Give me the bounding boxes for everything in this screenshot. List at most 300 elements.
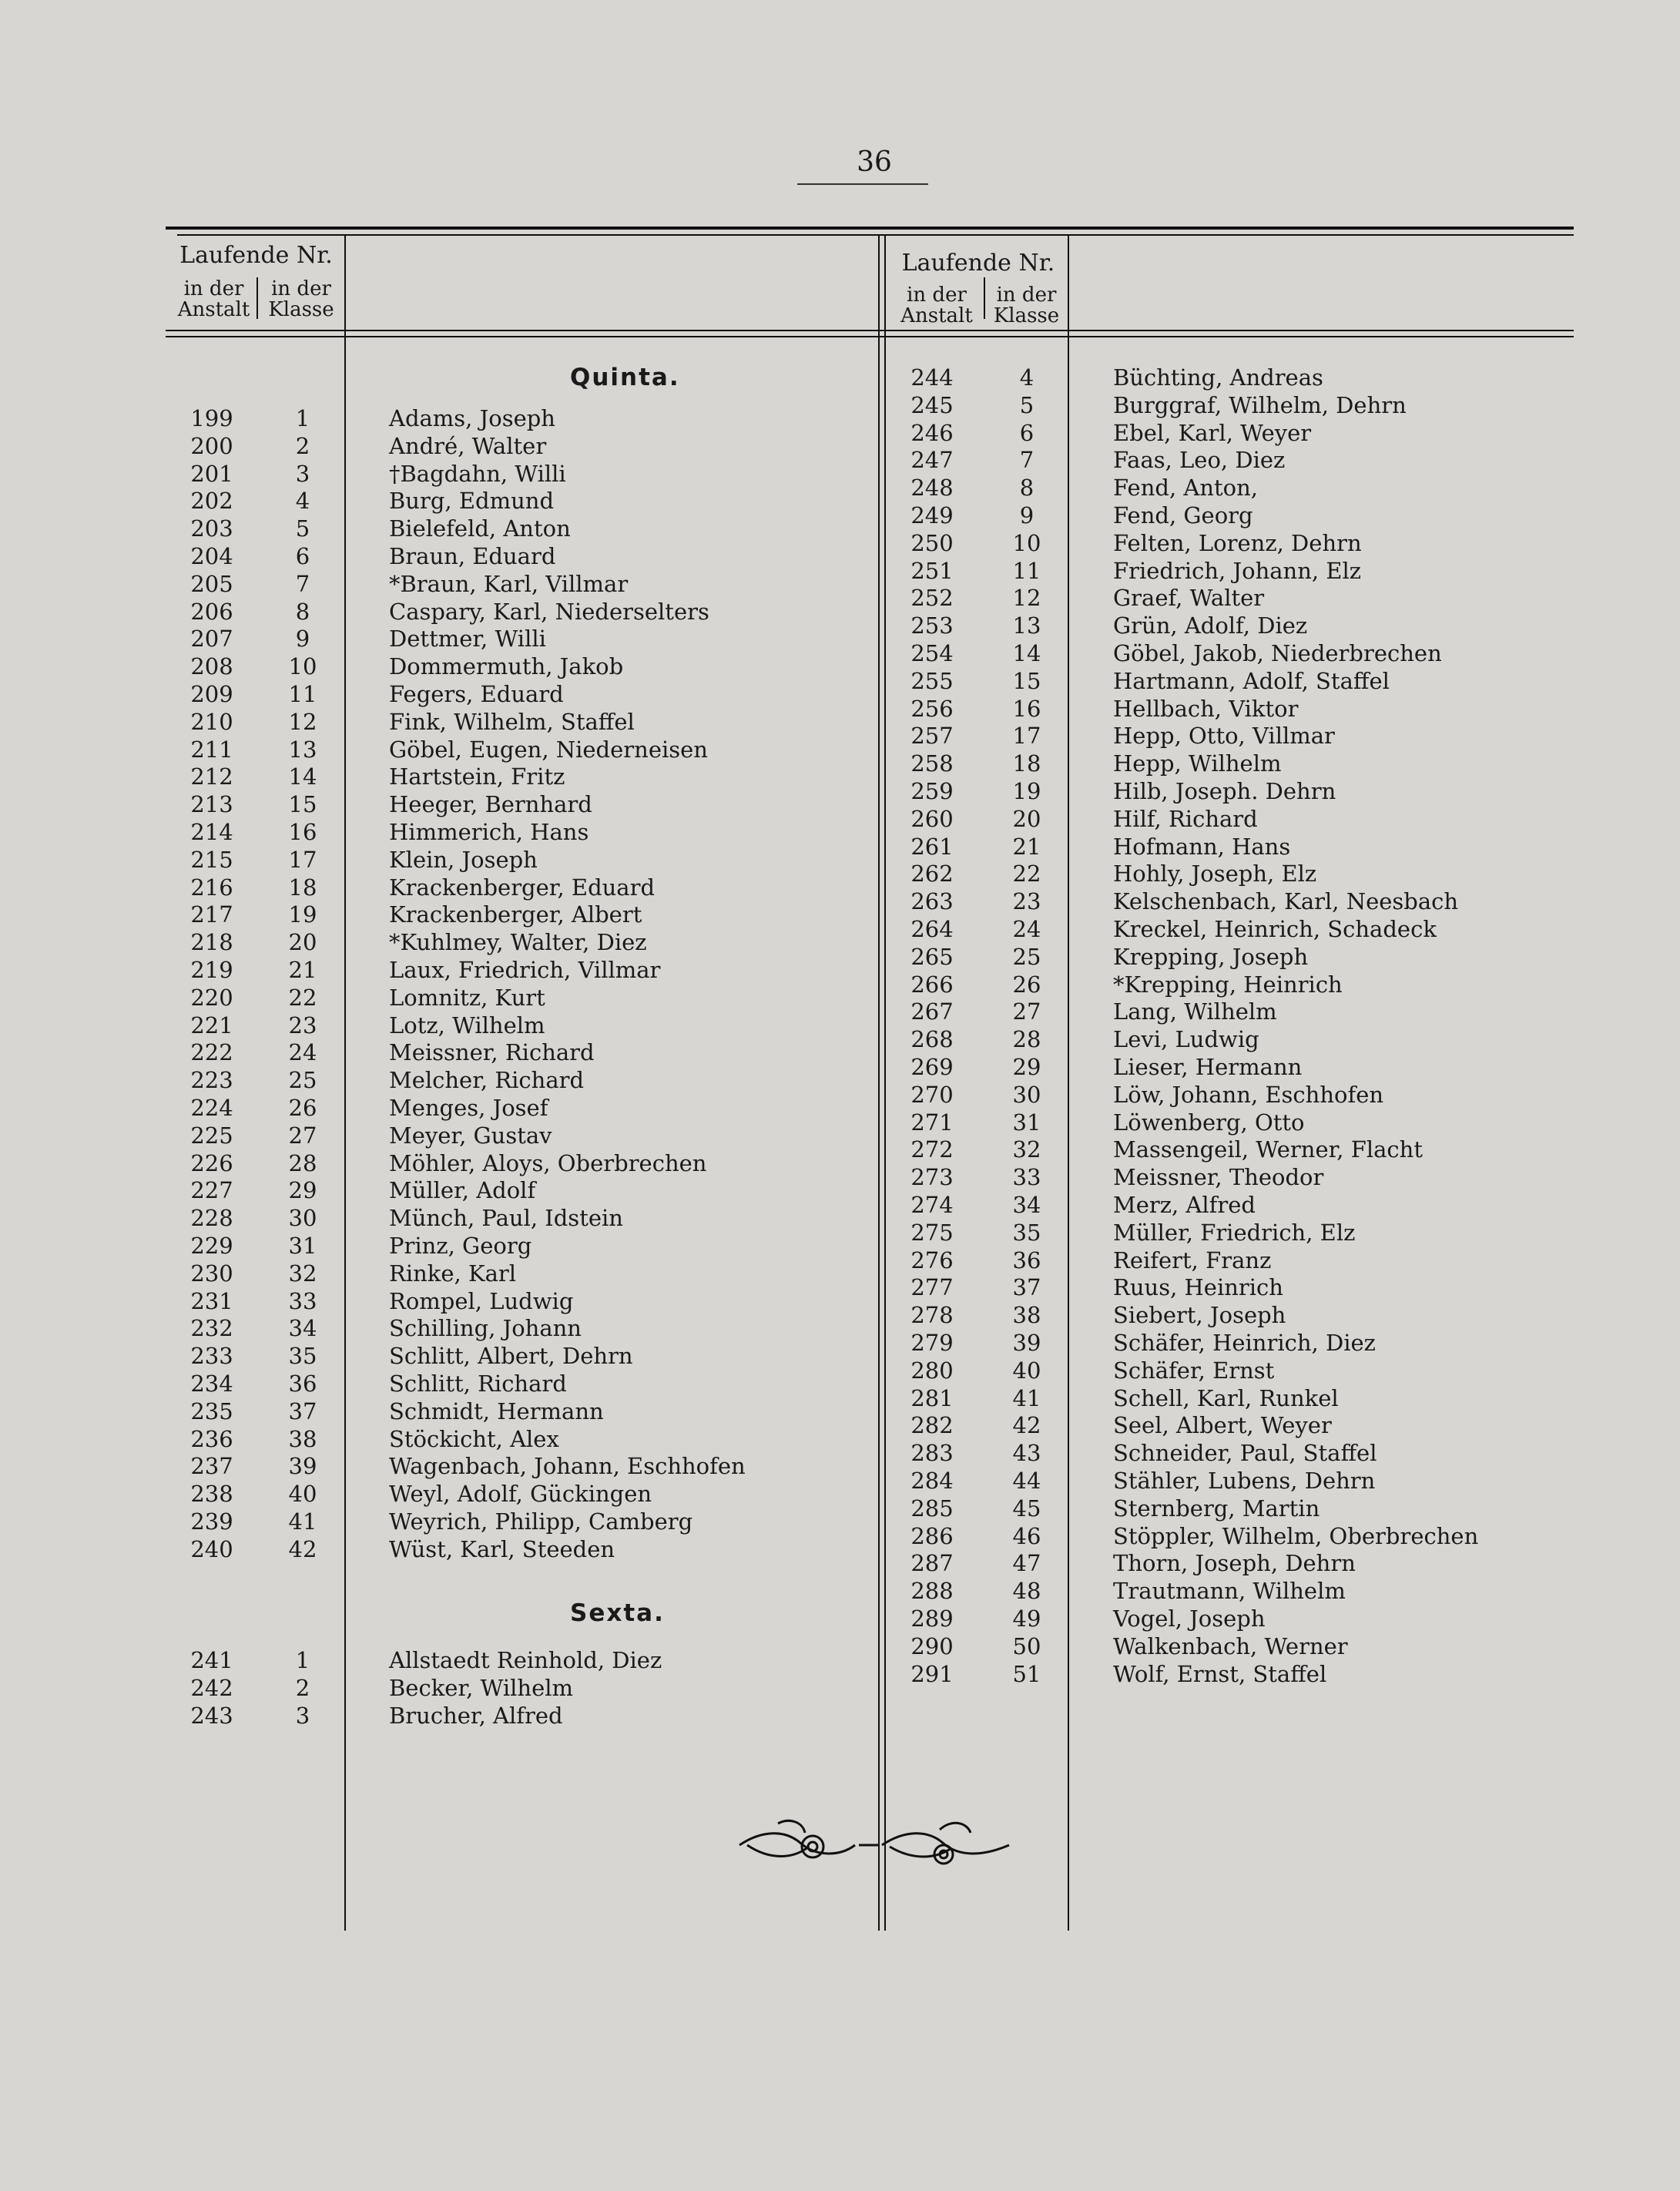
student-name: Dettmer, Willi (389, 626, 546, 653)
klasse-number: 50 (1012, 1632, 1041, 1659)
table-row (0, 1384, 1680, 1412)
decorative-ornament-icon (732, 1814, 1017, 1876)
anstalt-number: 250 (910, 529, 954, 556)
anstalt-number: 287 (910, 1550, 954, 1577)
anstalt-number: 225 (190, 1122, 233, 1149)
klasse-number: 38 (288, 1425, 317, 1452)
anstalt-number: 274 (910, 1192, 954, 1218)
anstalt-number: 236 (190, 1425, 233, 1452)
student-name: Hepp, Wilhelm (1113, 750, 1282, 777)
anstalt-number: 269 (910, 1054, 954, 1080)
klasse-number: 10 (1012, 529, 1041, 556)
klasse-number: 9 (295, 626, 310, 653)
student-name: Göbel, Jakob, Niederbrechen (1113, 640, 1442, 666)
table-row (0, 364, 1680, 391)
student-name: Fend, Georg (1113, 502, 1253, 528)
table-row (0, 584, 1680, 612)
table-row (0, 1191, 1680, 1219)
klasse-number: 47 (1012, 1550, 1041, 1577)
student-name: Fend, Anton, (1113, 475, 1259, 502)
student-name: Löwenberg, Otto (1113, 1109, 1305, 1136)
student-name: Meissner, Richard (389, 1039, 595, 1066)
anstalt-number: 282 (910, 1412, 954, 1439)
klasse-number: 26 (288, 1095, 317, 1121)
anstalt-number: 255 (910, 667, 954, 694)
header-top-rule-thin (177, 234, 1574, 236)
table-row (0, 971, 1680, 998)
table-row (0, 722, 1680, 750)
klasse-number: 16 (288, 819, 317, 845)
section-title-quinta: Quinta. (570, 364, 680, 391)
anstalt-number: 216 (190, 874, 233, 901)
table-row (0, 1053, 1680, 1081)
anstalt-number: 280 (910, 1357, 954, 1384)
student-name: *Krepping, Heinrich (1113, 971, 1343, 998)
anstalt-number: 212 (190, 763, 233, 790)
anstalt-number: 206 (190, 598, 233, 625)
klasse-number: 22 (288, 984, 317, 1011)
student-name: Klein, Joseph (389, 846, 538, 873)
klasse-number: 46 (1012, 1522, 1041, 1549)
student-name: Merz, Alfred (1113, 1192, 1256, 1218)
student-name: Brucher, Alfred (389, 1702, 563, 1729)
klasse-number: 9 (1019, 502, 1034, 528)
student-name: Laux, Friedrich, Villmar (389, 957, 661, 983)
anstalt-number: 213 (190, 791, 233, 818)
klasse-number: 11 (288, 681, 317, 707)
table-row (0, 998, 1680, 1025)
klasse-number: 17 (288, 846, 317, 873)
student-name: Weyl, Adolf, Gückingen (389, 1481, 652, 1508)
klasse-number: 19 (1012, 778, 1041, 804)
anstalt-number: 254 (910, 640, 954, 666)
table-row (0, 1467, 1680, 1495)
klasse-number: 32 (1012, 1136, 1041, 1163)
anstalt-number: 224 (190, 1095, 233, 1121)
anstalt-number: 283 (910, 1440, 954, 1467)
student-name: Schmidt, Hermann (389, 1397, 604, 1424)
anstalt-number: 272 (910, 1136, 954, 1163)
anstalt-number: 249 (910, 502, 954, 528)
student-name: Bielefeld, Anton (389, 515, 571, 542)
klasse-number: 41 (1012, 1384, 1041, 1411)
table-row (0, 1219, 1680, 1246)
header-bottom-rule-2 (166, 336, 1574, 337)
table-row (0, 1136, 1680, 1163)
student-name: André, Walter (389, 432, 547, 459)
klasse-number: 4 (1019, 364, 1034, 391)
student-name: Hartmann, Adolf, Staffel (1113, 667, 1390, 694)
student-name: Fegers, Eduard (389, 681, 564, 707)
anstalt-number: 215 (190, 846, 233, 873)
anstalt-number: 238 (190, 1481, 233, 1508)
student-name: Schlitt, Albert, Dehrn (389, 1343, 633, 1370)
klasse-number: 38 (1012, 1302, 1041, 1329)
student-name: Münch, Paul, Idstein (389, 1205, 623, 1232)
student-name: Schilling, Johann (389, 1315, 582, 1342)
anstalt-number: 240 (190, 1535, 233, 1562)
student-name: Levi, Ludwig (1113, 1026, 1259, 1053)
student-name: Burggraf, Wilhelm, Dehrn (1113, 391, 1407, 418)
anstalt-number: 229 (190, 1233, 233, 1259)
anstalt-number: 273 (910, 1164, 954, 1191)
table-row (0, 1439, 1680, 1467)
anstalt-number: 228 (190, 1205, 233, 1232)
section-title-sexta: Sexta. (570, 1599, 665, 1627)
klasse-number: 34 (1012, 1192, 1041, 1218)
student-name: Siebert, Joseph (1113, 1302, 1286, 1329)
klasse-number: 48 (1012, 1578, 1041, 1605)
table-row (0, 391, 1680, 419)
student-name: Hellbach, Viktor (1113, 695, 1299, 722)
student-name: Himmerich, Hans (389, 819, 589, 845)
student-name: Burg, Edmund (389, 488, 555, 515)
table-row (0, 1702, 1680, 1730)
table-row (0, 833, 1680, 861)
anstalt-number: 277 (910, 1274, 954, 1301)
student-name: Vogel, Joseph (1113, 1606, 1266, 1632)
student-name: Schneider, Paul, Staffel (1113, 1440, 1377, 1467)
klasse-number: 49 (1012, 1606, 1041, 1632)
student-name: Löw, Johann, Eschhofen (1113, 1081, 1384, 1108)
student-name: Lang, Wilhelm (1113, 998, 1277, 1025)
student-name: Thorn, Joseph, Dehrn (1113, 1550, 1356, 1577)
student-name: Prinz, Georg (389, 1233, 532, 1259)
table-row (0, 502, 1680, 529)
student-name: Weyrich, Philipp, Camberg (389, 1508, 693, 1535)
klasse-number: 45 (1012, 1495, 1041, 1522)
student-name: Walkenbach, Werner (1113, 1632, 1348, 1659)
klasse-number: 34 (288, 1315, 317, 1342)
table-row (0, 1495, 1680, 1522)
anstalt-number: 275 (910, 1219, 954, 1246)
table-row (0, 419, 1680, 447)
student-name: Büchting, Andreas (1113, 364, 1323, 391)
student-name: Reifert, Franz (1113, 1246, 1272, 1273)
klasse-number: 7 (295, 570, 310, 597)
anstalt-number: 288 (910, 1578, 954, 1605)
student-name: Rompel, Ludwig (389, 1287, 574, 1314)
klasse-number: 15 (1012, 667, 1041, 694)
anstalt-number: 260 (910, 805, 954, 832)
student-name: Wüst, Karl, Steeden (389, 1535, 615, 1562)
anstalt-number: 262 (910, 861, 954, 887)
student-name: Ebel, Karl, Weyer (1113, 419, 1312, 446)
student-name: Krackenberger, Albert (389, 901, 642, 928)
anstalt-number: 237 (190, 1453, 233, 1480)
header-label: in der (183, 277, 244, 300)
table-row (0, 1522, 1680, 1550)
anstalt-number: 201 (190, 460, 233, 487)
student-name: Becker, Wilhelm (389, 1674, 574, 1701)
anstalt-number: 241 (190, 1647, 233, 1673)
anstalt-number: 239 (190, 1508, 233, 1535)
table-row (0, 695, 1680, 723)
student-name: Lieser, Hermann (1113, 1054, 1303, 1080)
klasse-number: 5 (295, 515, 310, 542)
anstalt-number: 264 (910, 916, 954, 942)
anstalt-number: 284 (910, 1468, 954, 1494)
student-name: Meyer, Gustav (389, 1122, 552, 1149)
header-col-klasse-right (985, 285, 1068, 327)
student-name: Sternberg, Martin (1113, 1495, 1320, 1522)
anstalt-number: 242 (190, 1674, 233, 1701)
header-col-klasse-left (258, 279, 344, 321)
student-name: †Bagdahn, Willi (389, 460, 566, 487)
anstalt-number: 261 (910, 833, 954, 860)
student-name: Rinke, Karl (389, 1260, 517, 1287)
table-row (0, 777, 1680, 805)
anstalt-number: 267 (910, 998, 954, 1025)
student-name: *Kuhlmey, Walter, Diez (389, 929, 647, 956)
table-row (0, 750, 1680, 777)
klasse-number: 23 (1012, 888, 1041, 915)
anstalt-number: 200 (190, 432, 233, 459)
klasse-number: 2 (295, 1674, 310, 1701)
header-label: in der (996, 284, 1057, 307)
klasse-number: 42 (288, 1535, 317, 1562)
header-bottom-rule (166, 330, 1574, 331)
table-row (0, 1632, 1680, 1660)
student-name: Hofmann, Hans (1113, 833, 1291, 860)
anstalt-number: 263 (910, 888, 954, 915)
klasse-number: 14 (288, 763, 317, 790)
table-row (0, 474, 1680, 502)
anstalt-number: 247 (910, 447, 954, 474)
klasse-number: 24 (1012, 916, 1041, 942)
anstalt-number: 258 (910, 750, 954, 777)
klasse-number: 36 (288, 1371, 317, 1397)
klasse-number: 37 (1012, 1274, 1041, 1301)
student-name: Grün, Adolf, Diez (1113, 612, 1308, 639)
klasse-number: 18 (288, 874, 317, 901)
klasse-number: 41 (288, 1508, 317, 1535)
anstalt-number: 270 (910, 1081, 954, 1108)
anstalt-number: 246 (910, 419, 954, 446)
anstalt-number: 245 (910, 391, 954, 418)
klasse-number: 12 (1012, 585, 1041, 612)
student-name: Kelschenbach, Karl, Neesbach (1113, 888, 1459, 915)
anstalt-number: 279 (910, 1330, 954, 1356)
klasse-number: 17 (1012, 723, 1041, 750)
anstalt-number: 265 (910, 943, 954, 970)
anstalt-number: 233 (190, 1343, 233, 1370)
klasse-number: 33 (1012, 1164, 1041, 1191)
anstalt-number: 205 (190, 570, 233, 597)
student-name: Heeger, Bernhard (389, 791, 592, 818)
anstalt-number: 226 (190, 1149, 233, 1176)
anstalt-number: 286 (910, 1522, 954, 1549)
klasse-number: 39 (288, 1453, 317, 1480)
table-row (0, 1163, 1680, 1191)
anstalt-number: 251 (910, 557, 954, 584)
klasse-number: 22 (1012, 861, 1041, 887)
student-name: Schäfer, Heinrich, Diez (1113, 1330, 1376, 1356)
anstalt-number: 204 (190, 543, 233, 569)
student-name: Allstaedt Reinhold, Diez (389, 1647, 662, 1673)
student-name: Möhler, Aloys, Oberbrechen (389, 1149, 707, 1176)
student-name: Faas, Leo, Diez (1113, 447, 1286, 474)
anstalt-number: 220 (190, 984, 233, 1011)
anstalt-number: 232 (190, 1315, 233, 1342)
student-name: Müller, Adolf (389, 1177, 536, 1204)
anstalt-number: 234 (190, 1371, 233, 1397)
klasse-number: 23 (288, 1012, 317, 1038)
anstalt-number: 256 (910, 695, 954, 722)
student-name: Hilb, Joseph. Dehrn (1113, 778, 1336, 804)
anstalt-number: 289 (910, 1606, 954, 1632)
student-name: Müller, Friedrich, Elz (1113, 1219, 1356, 1246)
student-name: Adams, Joseph (389, 405, 555, 431)
anstalt-number: 266 (910, 971, 954, 998)
student-name: Menges, Josef (389, 1095, 548, 1121)
anstalt-number: 248 (910, 475, 954, 502)
klasse-number: 39 (1012, 1330, 1041, 1356)
klasse-number: 3 (295, 1702, 310, 1729)
table-row (0, 1577, 1680, 1605)
klasse-number: 21 (1012, 833, 1041, 860)
klasse-number: 2 (295, 432, 310, 459)
anstalt-number: 207 (190, 626, 233, 653)
table-row (0, 1660, 1680, 1688)
anstalt-number: 276 (910, 1246, 954, 1273)
page-number: 36 (857, 146, 892, 178)
klasse-number: 4 (295, 488, 310, 515)
klasse-number: 20 (1012, 805, 1041, 832)
klasse-number: 33 (288, 1287, 317, 1314)
anstalt-number: 271 (910, 1109, 954, 1136)
table-row (0, 1246, 1680, 1274)
table-row (0, 1301, 1680, 1329)
anstalt-number: 291 (910, 1660, 954, 1687)
klasse-number: 18 (1012, 750, 1041, 777)
anstalt-number: 253 (910, 612, 954, 639)
anstalt-number: 230 (190, 1260, 233, 1287)
table-row (0, 1605, 1680, 1632)
student-name: Kreckel, Heinrich, Schadeck (1113, 916, 1437, 942)
klasse-number: 29 (288, 1177, 317, 1204)
klasse-number: 3 (295, 460, 310, 487)
student-name: Stöppler, Wilhelm, Oberbrechen (1113, 1522, 1479, 1549)
student-name: Hepp, Otto, Villmar (1113, 723, 1335, 750)
header-label: Klasse (993, 304, 1060, 328)
klasse-number: 29 (1012, 1054, 1041, 1080)
klasse-number: 31 (288, 1233, 317, 1259)
student-name: Wagenbach, Johann, Eschhofen (389, 1453, 746, 1480)
table-row (0, 1357, 1680, 1384)
header-label: in der (907, 284, 967, 307)
header-title-right: Laufende Nr. (901, 250, 1055, 277)
anstalt-number: 268 (910, 1026, 954, 1053)
table-row (0, 915, 1680, 943)
klasse-number: 5 (1019, 391, 1034, 418)
anstalt-number: 243 (190, 1702, 233, 1729)
header-label: in der (271, 277, 331, 300)
table-row (0, 446, 1680, 474)
student-name: Meissner, Theodor (1113, 1164, 1324, 1191)
student-name: Schäfer, Ernst (1113, 1357, 1275, 1384)
student-name: Schlitt, Richard (389, 1371, 567, 1397)
anstalt-number: 217 (190, 901, 233, 928)
student-name: Hohly, Joseph, Elz (1113, 861, 1317, 887)
klasse-number: 15 (288, 791, 317, 818)
klasse-number: 40 (288, 1481, 317, 1508)
klasse-number: 6 (1019, 419, 1034, 446)
student-name: Lotz, Wilhelm (389, 1012, 545, 1038)
klasse-number: 10 (288, 653, 317, 680)
header-label: Klasse (268, 298, 334, 322)
student-name: Stähler, Lubens, Dehrn (1113, 1468, 1376, 1494)
klasse-number: 37 (288, 1397, 317, 1424)
header-label: Anstalt (177, 298, 250, 322)
anstalt-number: 219 (190, 957, 233, 983)
anstalt-number: 257 (910, 723, 954, 750)
header-top-rule (166, 226, 1574, 230)
table-row (0, 1109, 1680, 1136)
student-name: Hilf, Richard (1113, 805, 1258, 832)
anstalt-number: 208 (190, 653, 233, 680)
header-col-anstalt-right (890, 285, 984, 327)
student-name: Graef, Walter (1113, 585, 1265, 612)
anstalt-number: 203 (190, 515, 233, 542)
table-row (0, 887, 1680, 915)
anstalt-number: 222 (190, 1039, 233, 1066)
anstalt-number: 259 (910, 778, 954, 804)
student-name: Wolf, Ernst, Staffel (1113, 1660, 1327, 1687)
student-name: Schell, Karl, Runkel (1113, 1384, 1339, 1411)
klasse-number: 19 (288, 901, 317, 928)
table-row (0, 612, 1680, 639)
klasse-number: 27 (1012, 998, 1041, 1025)
klasse-number: 35 (1012, 1219, 1041, 1246)
header-col-anstalt-left (169, 279, 258, 321)
table-row (0, 860, 1680, 887)
student-name: Hartstein, Fritz (389, 763, 565, 790)
anstalt-number: 235 (190, 1397, 233, 1424)
anstalt-number: 252 (910, 585, 954, 612)
klasse-number: 30 (1012, 1081, 1041, 1108)
table-row (0, 1025, 1680, 1053)
table-row (0, 1329, 1680, 1357)
anstalt-number: 278 (910, 1302, 954, 1329)
klasse-number: 1 (295, 405, 310, 431)
anstalt-number: 231 (190, 1287, 233, 1314)
student-name: Trautmann, Wilhelm (1113, 1578, 1346, 1605)
student-name: Lomnitz, Kurt (389, 984, 545, 1011)
student-name: Melcher, Richard (389, 1067, 585, 1094)
anstalt-number: 244 (910, 364, 954, 391)
student-name: Krackenberger, Eduard (389, 874, 656, 901)
anstalt-number: 221 (190, 1012, 233, 1038)
table-row (0, 1549, 1680, 1577)
student-name: Seel, Albert, Weyer (1113, 1412, 1332, 1439)
anstalt-number: 281 (910, 1384, 954, 1411)
anstalt-number: 227 (190, 1177, 233, 1204)
klasse-number: 21 (288, 957, 317, 983)
klasse-number: 25 (1012, 943, 1041, 970)
anstalt-number: 214 (190, 819, 233, 845)
klasse-number: 42 (1012, 1412, 1041, 1439)
klasse-number: 14 (1012, 640, 1041, 666)
klasse-number: 20 (288, 929, 317, 956)
anstalt-number: 210 (190, 708, 233, 735)
table-row (0, 667, 1680, 695)
klasse-number: 12 (288, 708, 317, 735)
anstalt-number: 223 (190, 1067, 233, 1094)
klasse-number: 40 (1012, 1357, 1041, 1384)
klasse-number: 1 (295, 1647, 310, 1673)
table-row (0, 557, 1680, 585)
